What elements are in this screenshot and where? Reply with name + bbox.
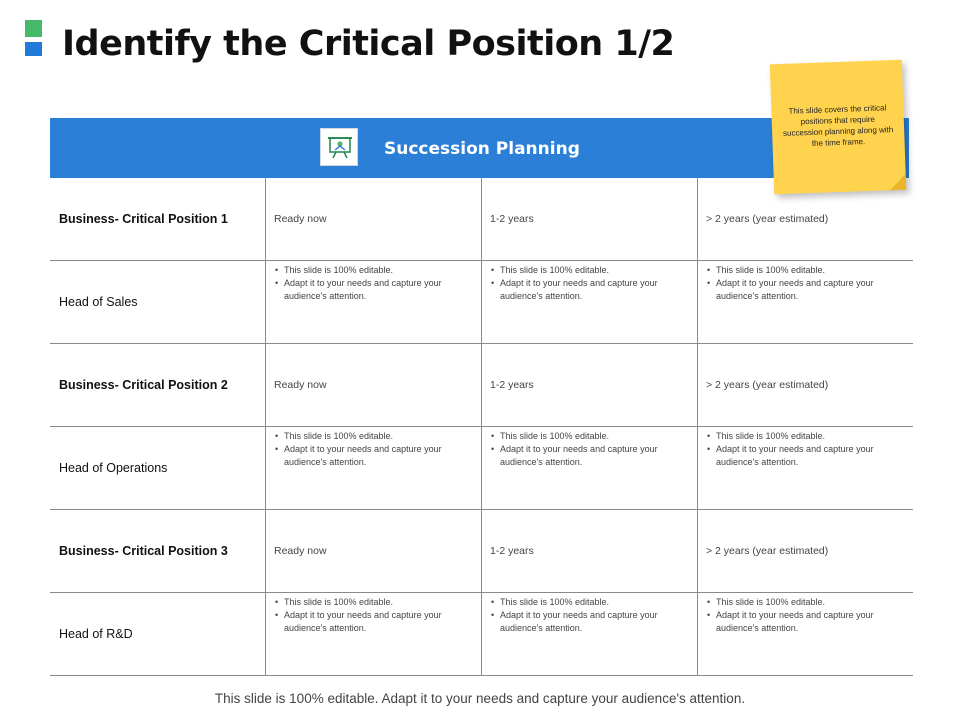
role-cell: [50, 427, 266, 510]
bullet-item: • Adapt it to your needs and capture your audience's attention.: [500, 443, 691, 469]
timeframe-cell: [698, 510, 914, 593]
bullet-item: • Adapt it to your needs and capture your audience's attention.: [716, 609, 907, 635]
timeframe-1-2-years: 1-2 years: [490, 213, 534, 225]
sticky-note-text: This slide covers the critical positions that require succession planning along with the time frame.: [782, 103, 894, 148]
position-cell: [50, 178, 266, 261]
bullet-item: • Adapt it to your needs and capture your audience's attention.: [284, 277, 475, 303]
bullet-item: • Adapt it to your needs and capture your audience's attention.: [284, 443, 475, 469]
timeframe-over-2-years: > 2 years (year estimated): [706, 545, 829, 557]
logo-green-square: [25, 20, 42, 37]
table-row: [50, 261, 913, 344]
role-cell: [50, 261, 266, 344]
timeframe-ready-now: Ready now: [274, 545, 327, 557]
timeframe-1-2-years: 1-2 years: [490, 545, 534, 557]
bullet-item: • Adapt it to your needs and capture your audience's attention.: [500, 609, 691, 635]
position-cell: [50, 344, 266, 427]
timeframe-ready-now: Ready now: [274, 213, 327, 225]
bullet-item: • This slide is 100% editable.: [716, 596, 907, 609]
sticky-note: [770, 60, 906, 195]
bullet-item: • Adapt it to your needs and capture your audience's attention.: [500, 277, 691, 303]
bullet-list: [482, 596, 697, 635]
bullet-item: • This slide is 100% editable.: [500, 264, 691, 277]
bullet-list: [482, 430, 697, 469]
bullet-cell: [482, 261, 698, 344]
bullet-cell: [266, 427, 482, 510]
timeframe-over-2-years: > 2 years (year estimated): [706, 379, 829, 391]
bullet-item: • This slide is 100% editable.: [500, 596, 691, 609]
page-title: Identify the Critical Position 1/2: [62, 24, 675, 64]
position-cell: [50, 510, 266, 593]
role-cell: [50, 593, 266, 676]
bullet-list: [266, 430, 481, 469]
table-row: [50, 427, 913, 510]
presentation-board-icon: [320, 128, 358, 166]
timeframe-cell: [482, 510, 698, 593]
bullet-list: [266, 596, 481, 635]
timeframe-cell: [482, 344, 698, 427]
succession-table: [50, 178, 913, 676]
table-row: [50, 344, 913, 427]
bullet-item: • Adapt it to your needs and capture your audience's attention.: [716, 443, 907, 469]
bullet-item: • This slide is 100% editable.: [500, 430, 691, 443]
bullet-cell: [698, 261, 914, 344]
bullet-cell: [482, 593, 698, 676]
bullet-cell: [266, 261, 482, 344]
bullet-list: [266, 264, 481, 303]
timeframe-ready-now: Ready now: [274, 379, 327, 391]
bullet-cell: [482, 427, 698, 510]
role-label: Head of Sales: [59, 295, 138, 309]
timeframe-cell: [482, 178, 698, 261]
bullet-cell: [266, 593, 482, 676]
bullet-item: • This slide is 100% editable.: [284, 264, 475, 277]
position-label: Business- Critical Position 3: [59, 544, 228, 558]
logo-blue-square: [25, 42, 42, 56]
position-label: Business- Critical Position 1: [59, 212, 228, 226]
timeframe-cell: [266, 344, 482, 427]
position-label: Business- Critical Position 2: [59, 378, 228, 392]
bullet-item: • Adapt it to your needs and capture your audience's attention.: [284, 609, 475, 635]
bullet-list: [482, 264, 697, 303]
bullet-cell: [698, 593, 914, 676]
timeframe-1-2-years: 1-2 years: [490, 379, 534, 391]
bullet-item: • Adapt it to your needs and capture your audience's attention.: [716, 277, 907, 303]
table-row: [50, 593, 913, 676]
timeframe-cell: [698, 344, 914, 427]
bullet-list: [698, 596, 913, 635]
timeframe-cell: [266, 510, 482, 593]
bullet-list: [698, 264, 913, 303]
bullet-list: [698, 430, 913, 469]
bullet-cell: [698, 427, 914, 510]
role-label: Head of R&D: [59, 627, 133, 641]
banner-title: Succession Planning: [384, 139, 580, 159]
bullet-item: • This slide is 100% editable.: [716, 264, 907, 277]
timeframe-cell: [266, 178, 482, 261]
timeframe-over-2-years: > 2 years (year estimated): [706, 213, 829, 225]
bullet-item: • This slide is 100% editable.: [284, 596, 475, 609]
footer-text: This slide is 100% editable. Adapt it to your needs and capture your audience's attention.: [214, 691, 746, 706]
bullet-item: • This slide is 100% editable.: [284, 430, 475, 443]
role-label: Head of Operations: [59, 461, 168, 475]
table-row: [50, 510, 913, 593]
bullet-item: • This slide is 100% editable.: [716, 430, 907, 443]
